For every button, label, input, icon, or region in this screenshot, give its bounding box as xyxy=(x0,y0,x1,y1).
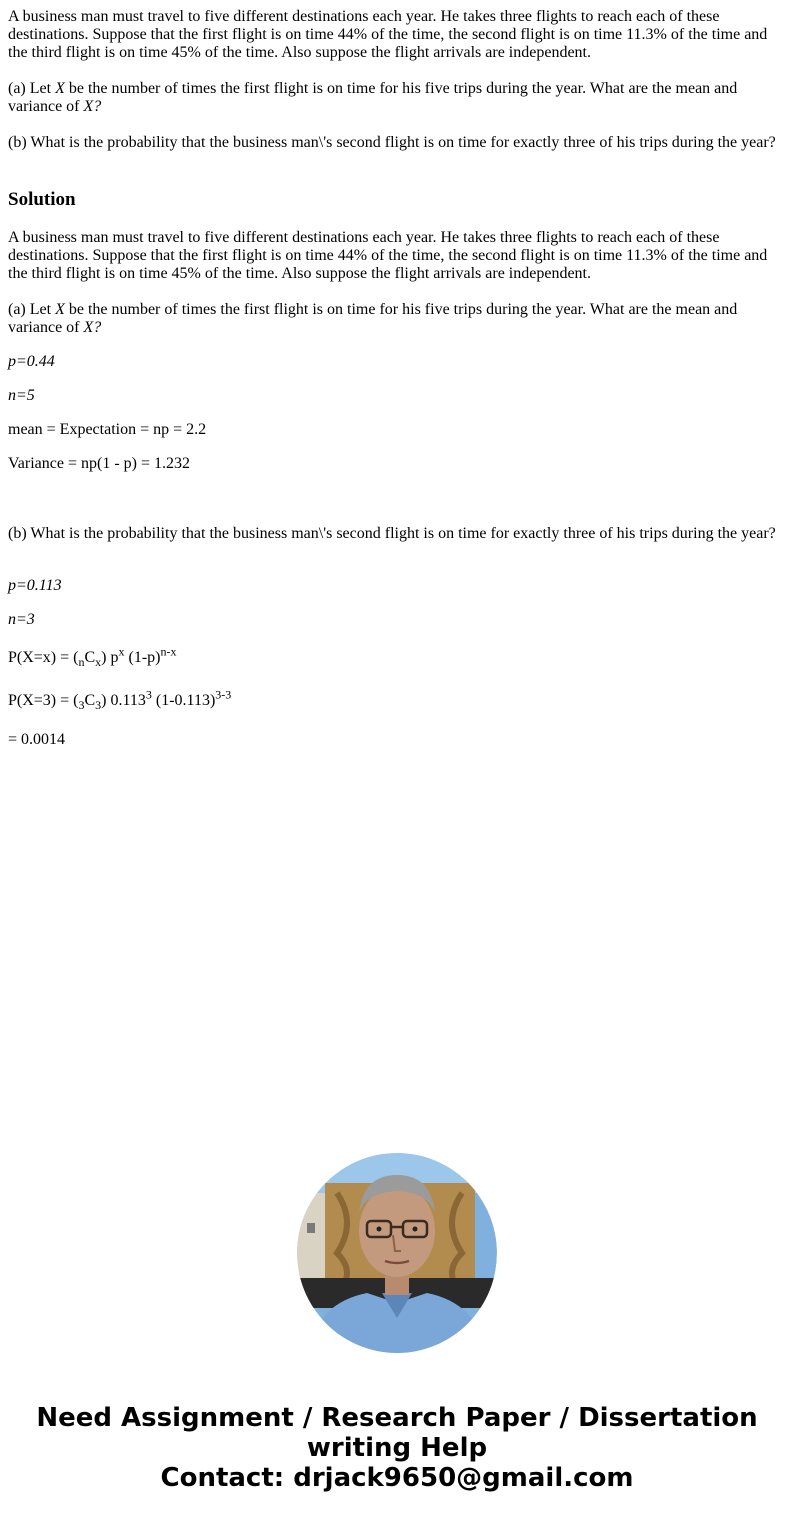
part-b-n xyxy=(8,611,35,629)
part-a-p-value: p=0.44 xyxy=(8,353,55,370)
author-photo-icon xyxy=(297,1153,497,1353)
promo-line-1: Need Assignment / Research Paper / Dissertation xyxy=(36,1403,758,1433)
part-a-variance: Variance = np(1 - p) = 1.232 xyxy=(8,455,190,472)
formula-sub-x: x xyxy=(95,655,102,670)
calc-sub-3b: 3 xyxy=(95,698,102,713)
calc-c: C xyxy=(84,692,96,709)
solution-question-part-a xyxy=(8,301,786,337)
question-part-b: (b) What is the probability that the business man\'s second flight is on time for exactly three of his trips during the year? xyxy=(8,134,776,151)
calc-lhs: P(X=3) = ( xyxy=(8,692,79,709)
calc-mid: ) 0.113 xyxy=(101,692,146,709)
formula-mid2: (1-p) xyxy=(124,649,161,666)
part-a-prefix: (a) Let xyxy=(8,80,56,97)
calc-sub-3a: 3 xyxy=(78,698,85,713)
formula-c: C xyxy=(84,649,96,666)
part-a-end: X? xyxy=(83,98,102,115)
part-a-middle: be the number of times the first flight is on time for his five trips during the year. What are the mean and variance of xyxy=(8,80,738,115)
sol-part-a-end: X? xyxy=(83,319,102,336)
formula-mid: ) p xyxy=(101,649,119,666)
calc-sup-33: 3-3 xyxy=(215,687,232,702)
formula-sub-n: n xyxy=(78,655,85,670)
question-section xyxy=(8,8,786,152)
part-a-p xyxy=(8,353,55,371)
sol-part-a-variable: X xyxy=(55,301,65,318)
part-b-p xyxy=(8,577,62,595)
calc-sup-3: 3 xyxy=(145,687,152,702)
solution-question xyxy=(8,229,786,337)
sol-part-a-middle: be the number of times the first flight is on time for his five trips during the year. What are the mean and variance of xyxy=(8,301,738,336)
solution-heading: Solution xyxy=(8,189,76,210)
binomial-calculation xyxy=(8,687,232,713)
part-b-n-value: n=3 xyxy=(8,611,35,628)
binomial-formula xyxy=(8,644,177,670)
solution-question-part-b: (b) What is the probability that the business man\'s second flight is on time for exactly three of his trips during the year? xyxy=(8,525,776,542)
solution-question-intro: A business man must travel to five different destinations each year. He takes three flights to reach each of these destinations. Suppose that the first flight is on time 44% of the time, the second flight is on time 11.3% of the time and the third flight is on time 45% of the time. Also suppose the flight arrivals are independent. xyxy=(8,229,768,282)
part-a-variable: X xyxy=(55,80,65,97)
part-a-mean: mean = Expectation = np = 2.2 xyxy=(8,421,207,438)
promo-line-2: writing Help xyxy=(306,1433,488,1463)
formula-lhs: P(X=x) = ( xyxy=(8,649,79,666)
promo-banner xyxy=(0,1403,794,1493)
question-intro: A business man must travel to five different destinations each year. He takes three flights to reach each of these destinations. Suppose that the first flight is on time 44% of the time, the second flight is on time 11.3% of the time and the third flight is on time 45% of the time. Also suppose the flight arrivals are independent. xyxy=(8,8,768,61)
part-b-result: = 0.0014 xyxy=(8,731,66,748)
author-avatar xyxy=(297,1153,497,1353)
formula-sup-nx: n-x xyxy=(160,644,177,659)
part-a-n-value: n=5 xyxy=(8,387,35,404)
formula-sup-x: x xyxy=(118,644,125,659)
part-a-n xyxy=(8,387,35,405)
part-b-p-value: p=0.113 xyxy=(8,577,62,594)
question-part-a xyxy=(8,80,786,116)
calc-mid2: (1-0.113) xyxy=(151,692,216,709)
sol-part-a-prefix: (a) Let xyxy=(8,301,56,318)
promo-contact: Contact: drjack9650@gmail.com xyxy=(160,1463,634,1493)
